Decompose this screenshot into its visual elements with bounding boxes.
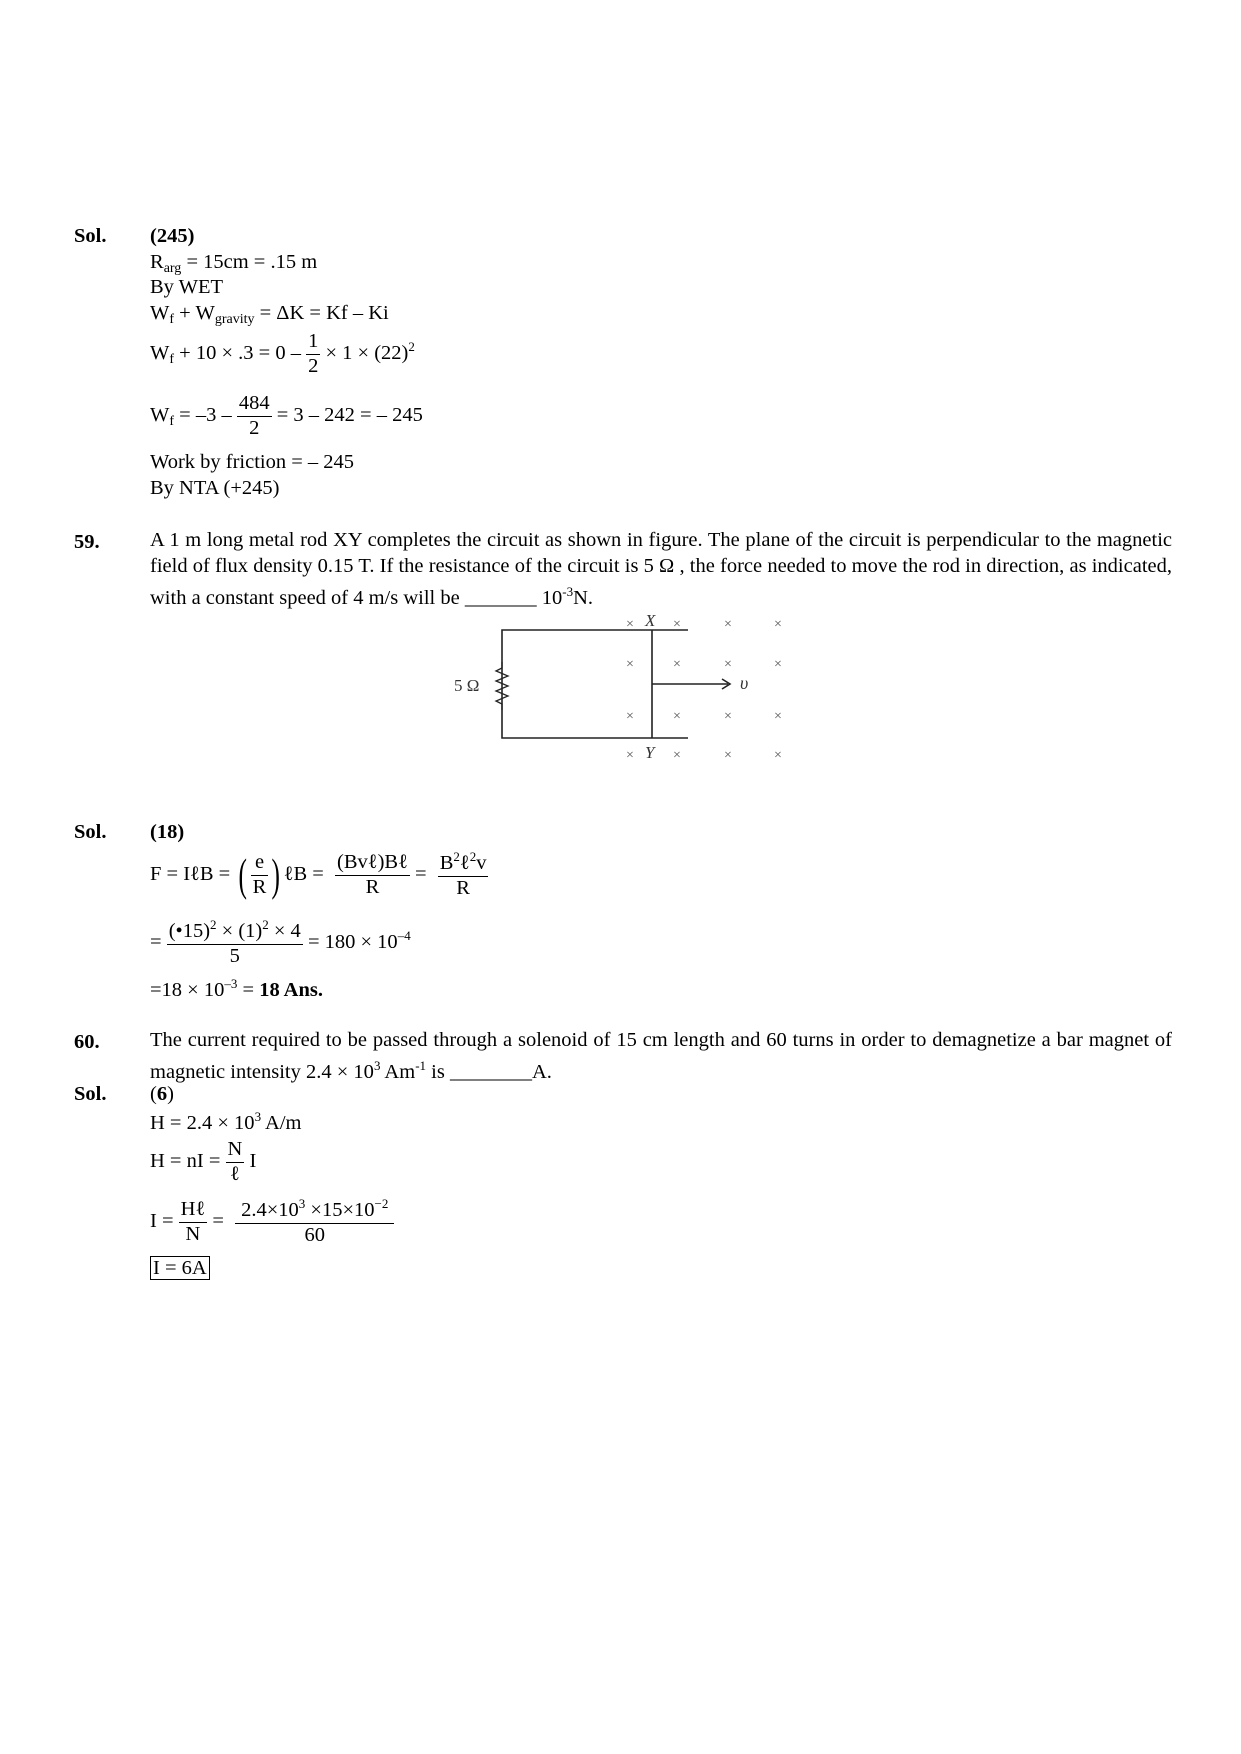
sol-59-final-line: $=18 \times 10^{-3} = 18$ Ans.	[150, 976, 323, 1001]
numeric-fraction: $\frac{(•15)^2 \times (1)^2 \times 4}{5}$	[168, 917, 301, 967]
circuit-figure	[450, 612, 790, 772]
svg-text:×: ×	[673, 709, 681, 724]
484-over-2-fraction: $\frac{484}{2}$	[238, 392, 270, 439]
question-60-text: The current required to be passed through a solenoid of 15 cm length and 60 turns in order to demagnetize a bar magnet of magnetic intensity $2.4 \times 10^3$ $Am^{-1}$ is ________A.	[150, 1029, 1172, 1083]
sol-label-58: Sol.	[74, 225, 107, 247]
rod-label-y: Y	[645, 743, 655, 762]
svg-text:×: ×	[673, 657, 681, 672]
svg-text:×: ×	[774, 657, 782, 672]
svg-text:×: ×	[673, 748, 681, 763]
svg-text:×: ×	[724, 709, 732, 724]
question-59-text: A 1 m long metal rod XY completes the circuit as shown in figure. The plane of the circuit is perpendicular to the magnetic field of flux density 0.15 T. If the resistance of the circuit is 5 Ω , the force needed to move the rod in direction, as indicated, with a constant speed of 4 m/s will be _______ $10^{-3}N$.	[150, 529, 1172, 609]
sol-59-numeric-line: = $\frac{(•15)^2 \times (1)^2 \times 4}{5}$ = $180 \times 10^{-4}$	[150, 917, 411, 967]
sol-label-60: Sol.	[74, 1083, 107, 1105]
sol-label-59: Sol.	[74, 821, 107, 843]
n-over-l-fraction: $\frac{N}{\text{ℓ}}$	[227, 1138, 243, 1185]
svg-text:×: ×	[724, 657, 732, 672]
current-numeric-fraction: $\frac{2.4\times 10^3 \times 15\times 10^{-2}}{60}$	[235, 1197, 394, 1247]
b2l2v-fraction: $\frac{B^2\ell^2v}{R}$	[439, 849, 487, 899]
svg-text:×: ×	[774, 617, 782, 632]
sol-58-radius-line: $R_{arg} = 15cm = .15$ m	[150, 251, 318, 276]
sol-59-force-equation: F = IℓB = ( $\frac{e}{R}$ ) ℓB = $\frac{\text{(Bvℓ)Bℓ}}{R}$ = $\frac{B^2\ell^2v}{R}$	[150, 849, 487, 901]
svg-text:×: ×	[626, 709, 634, 724]
half-fraction: $\frac{1}{2}$	[308, 330, 319, 377]
sol-58-substitution-line: $W_f + 10 \times .3 = 0$ – $\frac{1}{2}$ × $1 \times (22)^2$	[150, 330, 415, 377]
e-over-r-fraction: $\frac{e}{R}$	[252, 851, 267, 898]
question-number-59: 59.	[74, 531, 100, 553]
sol-60-current-equation: I = $\frac{\text{Hℓ}}{N}$ = $\frac{2.4\times 10^3 \times 15\times 10^{-2}}{60}$	[150, 1197, 394, 1247]
sol-58-friction-work-line: $W_f = -3$ – $\frac{484}{2}$ = 3 – 242 = – 245	[150, 392, 423, 439]
svg-text:×: ×	[626, 617, 634, 632]
svg-text:×: ×	[724, 748, 732, 763]
svg-text:×: ×	[774, 709, 782, 724]
sol-60-intensity-line: $H = 2.4 \times 10^3$ A/m	[150, 1109, 302, 1134]
magnetic-field-crosses	[626, 617, 782, 763]
rod-label-x: X	[645, 612, 656, 630]
sol-58-work-by-friction: Work by friction = – 245	[150, 451, 355, 473]
svg-text:×: ×	[673, 617, 681, 632]
velocity-label: υ	[740, 673, 749, 693]
sol-58-answer: (245)	[150, 225, 195, 247]
sol-60-h-equation: H = nI = $\frac{N}{\text{ℓ}}$ I	[150, 1138, 257, 1185]
sol-58-work-energy-equation: $W_f + W_{gravity} = \Delta K = Kf - Ki$	[150, 302, 389, 327]
sol-60-final-answer-box: I = 6A	[150, 1258, 210, 1279]
hl-over-n-fraction: $\frac{\text{Hℓ}}{N}$	[180, 1198, 206, 1245]
question-number-60: 60.	[74, 1031, 100, 1053]
svg-text:×: ×	[774, 748, 782, 763]
sol-58-by-wet: By WET	[150, 276, 224, 298]
svg-text:×: ×	[626, 748, 634, 763]
svg-text:×: ×	[626, 657, 634, 672]
bvl-fraction: $\frac{\text{(Bvℓ)Bℓ}}{R}$	[337, 851, 408, 898]
sol-58-nta-answer: By NTA (+245)	[150, 477, 280, 499]
sol-59-answer: (18)	[150, 821, 185, 843]
svg-text:×: ×	[724, 617, 732, 632]
resistor-label: 5 Ω	[454, 676, 480, 695]
sol-60-answer: (6)	[150, 1083, 174, 1105]
